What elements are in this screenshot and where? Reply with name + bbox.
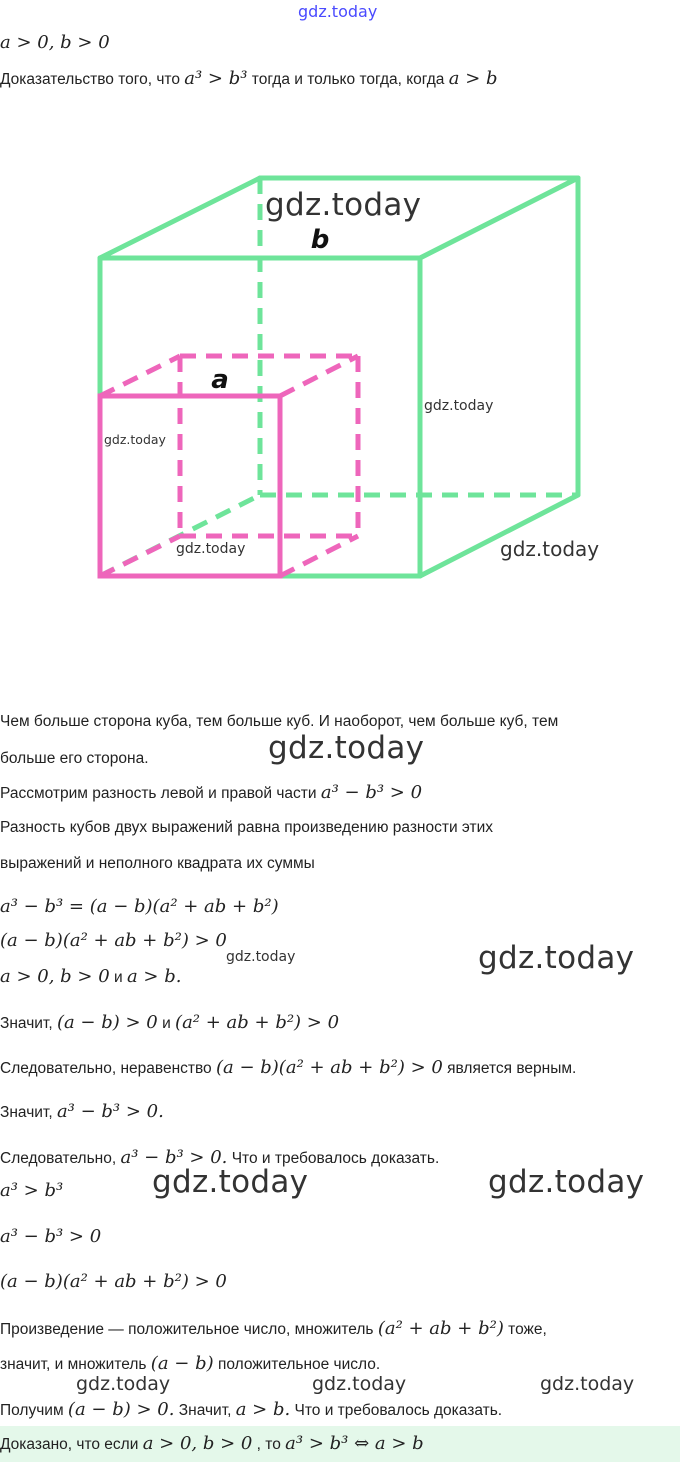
small-cube-hidden-edge xyxy=(280,536,358,576)
p10-math-1: (a − b) > 0. xyxy=(67,1399,175,1420)
watermark-text-4: gdz.today xyxy=(152,1164,309,1200)
title-math-2: a > b xyxy=(448,68,498,89)
p5-prefix: Следовательно, неравенство xyxy=(0,1060,212,1077)
p8-math: (a² + ab + b²) xyxy=(377,1318,504,1339)
p1-line-a: Чем больше сторона куба, тем больше куб. И наоборот, чем больше куб, тем xyxy=(0,713,559,730)
p7-suffix: Что и требовалось доказать. xyxy=(231,1150,440,1167)
given-math: a > 0, b > 0 xyxy=(0,32,110,53)
eq5-math: a³ − b³ > 0 xyxy=(0,1226,102,1247)
p4-prefix: Значит, xyxy=(0,1015,53,1032)
eq4-math: a³ > b³ xyxy=(0,1180,64,1201)
p6-line xyxy=(0,1101,164,1122)
p10-mid: Значит, xyxy=(178,1402,232,1419)
watermark-text-3: gdz.today xyxy=(478,940,635,976)
p10-line xyxy=(0,1399,502,1420)
big-cube-edge xyxy=(420,495,578,576)
eq1-math: a³ − b³ = (a − b)(a² + ab + b²) xyxy=(0,896,279,917)
p9-prefix: значит, и множитель xyxy=(0,1356,147,1373)
p4-math-2: (a² + ab + b²) > 0 xyxy=(175,1012,340,1033)
final-math-1: a > 0, b > 0 xyxy=(142,1433,253,1454)
p7-math: a³ − b³ > 0. xyxy=(120,1147,228,1168)
big-cube-edge xyxy=(100,178,260,258)
big-cube xyxy=(100,178,578,576)
title-line xyxy=(0,68,498,89)
p9-math: (a − b) xyxy=(150,1353,214,1374)
p6-prefix: Значит, xyxy=(0,1104,53,1121)
eq6-math: (a − b)(a² + ab + b²) > 0 xyxy=(0,1271,227,1292)
p3-line-b: выражений и неполного квадрата их суммы xyxy=(0,855,315,872)
eq3-math-2: a > b. xyxy=(126,966,182,987)
p2-line xyxy=(0,782,422,803)
p8-suffix: тоже, xyxy=(508,1321,547,1338)
p9-line xyxy=(0,1353,380,1374)
eq2-line xyxy=(0,930,227,951)
eq1-line xyxy=(0,896,279,917)
big-cube-edge xyxy=(420,178,578,258)
small-cube-hidden-edge xyxy=(100,536,180,576)
label-a: a xyxy=(211,365,229,395)
p8-line xyxy=(0,1318,547,1339)
watermark-figure-1: gdz.today xyxy=(265,187,422,223)
p4-line xyxy=(0,1012,339,1033)
p7-prefix: Следовательно, xyxy=(0,1150,117,1167)
final-math-2: a³ > b³ ⇔ a > b xyxy=(285,1433,424,1454)
label-b: b xyxy=(310,225,330,255)
small-cube-hidden-edge xyxy=(100,356,180,396)
p2-prefix: Рассмотрим разность левой и правой части xyxy=(0,785,317,802)
watermark-text-1: gdz.today xyxy=(268,730,425,766)
title-middle: тогда и только тогда, когда xyxy=(251,71,445,88)
eq4-line xyxy=(0,1180,63,1201)
p4-math-1: (a − b) > 0 xyxy=(56,1012,158,1033)
p5-line xyxy=(0,1057,576,1078)
p5-suffix: является верным. xyxy=(447,1060,577,1077)
eq2-math: (a − b)(a² + ab + b²) > 0 xyxy=(0,930,227,951)
watermark-figure-2: gdz.today xyxy=(424,398,494,414)
p1-line-b: больше его сторона. xyxy=(0,750,149,767)
p2-math: a³ − b³ > 0 xyxy=(320,782,423,803)
final-prefix: Доказано, что если xyxy=(0,1436,139,1453)
small-cube-hidden-edge xyxy=(280,356,358,396)
eq5-line xyxy=(0,1226,101,1247)
eq3-and: и xyxy=(113,969,123,986)
eq3-line xyxy=(0,966,181,987)
p9-suffix: положительное число. xyxy=(217,1356,381,1373)
eq6-line xyxy=(0,1271,227,1292)
p4-and: и xyxy=(162,1015,171,1032)
p6-math: a³ − b³ > 0. xyxy=(56,1101,164,1122)
watermark-text-7: gdz.today xyxy=(312,1373,407,1395)
conclusion-line xyxy=(0,1433,424,1454)
watermark-figure-5: gdz.today xyxy=(500,537,600,561)
p10-math-2: a > b. xyxy=(235,1399,291,1420)
eq3-math-1: a > 0, b > 0 xyxy=(0,966,110,987)
title-math-1: a³ > b³ xyxy=(184,68,248,89)
given-line xyxy=(0,32,110,53)
watermark-text-2: gdz.today xyxy=(226,949,296,965)
watermark-text-6: gdz.today xyxy=(76,1373,171,1395)
p10-suffix: Что и требовалось доказать. xyxy=(294,1402,503,1419)
watermark-figure-3: gdz.today xyxy=(104,432,166,447)
p5-math: (a − b)(a² + ab + b²) > 0 xyxy=(215,1057,443,1078)
p3-line-a: Разность кубов двух выражений равна произведению разности этих xyxy=(0,819,493,836)
watermark-text-8: gdz.today xyxy=(540,1373,635,1395)
title-prefix: Доказательство того, что xyxy=(0,71,180,88)
watermark-top: gdz.today xyxy=(298,2,378,21)
final-mid: , то xyxy=(256,1436,281,1453)
watermark-figure-4: gdz.today xyxy=(176,541,246,557)
p8-prefix: Произведение — положительное число, множитель xyxy=(0,1321,374,1338)
big-cube-hidden-edges xyxy=(100,178,578,576)
watermark-text-5: gdz.today xyxy=(488,1164,645,1200)
p10-prefix: Получим xyxy=(0,1402,64,1419)
